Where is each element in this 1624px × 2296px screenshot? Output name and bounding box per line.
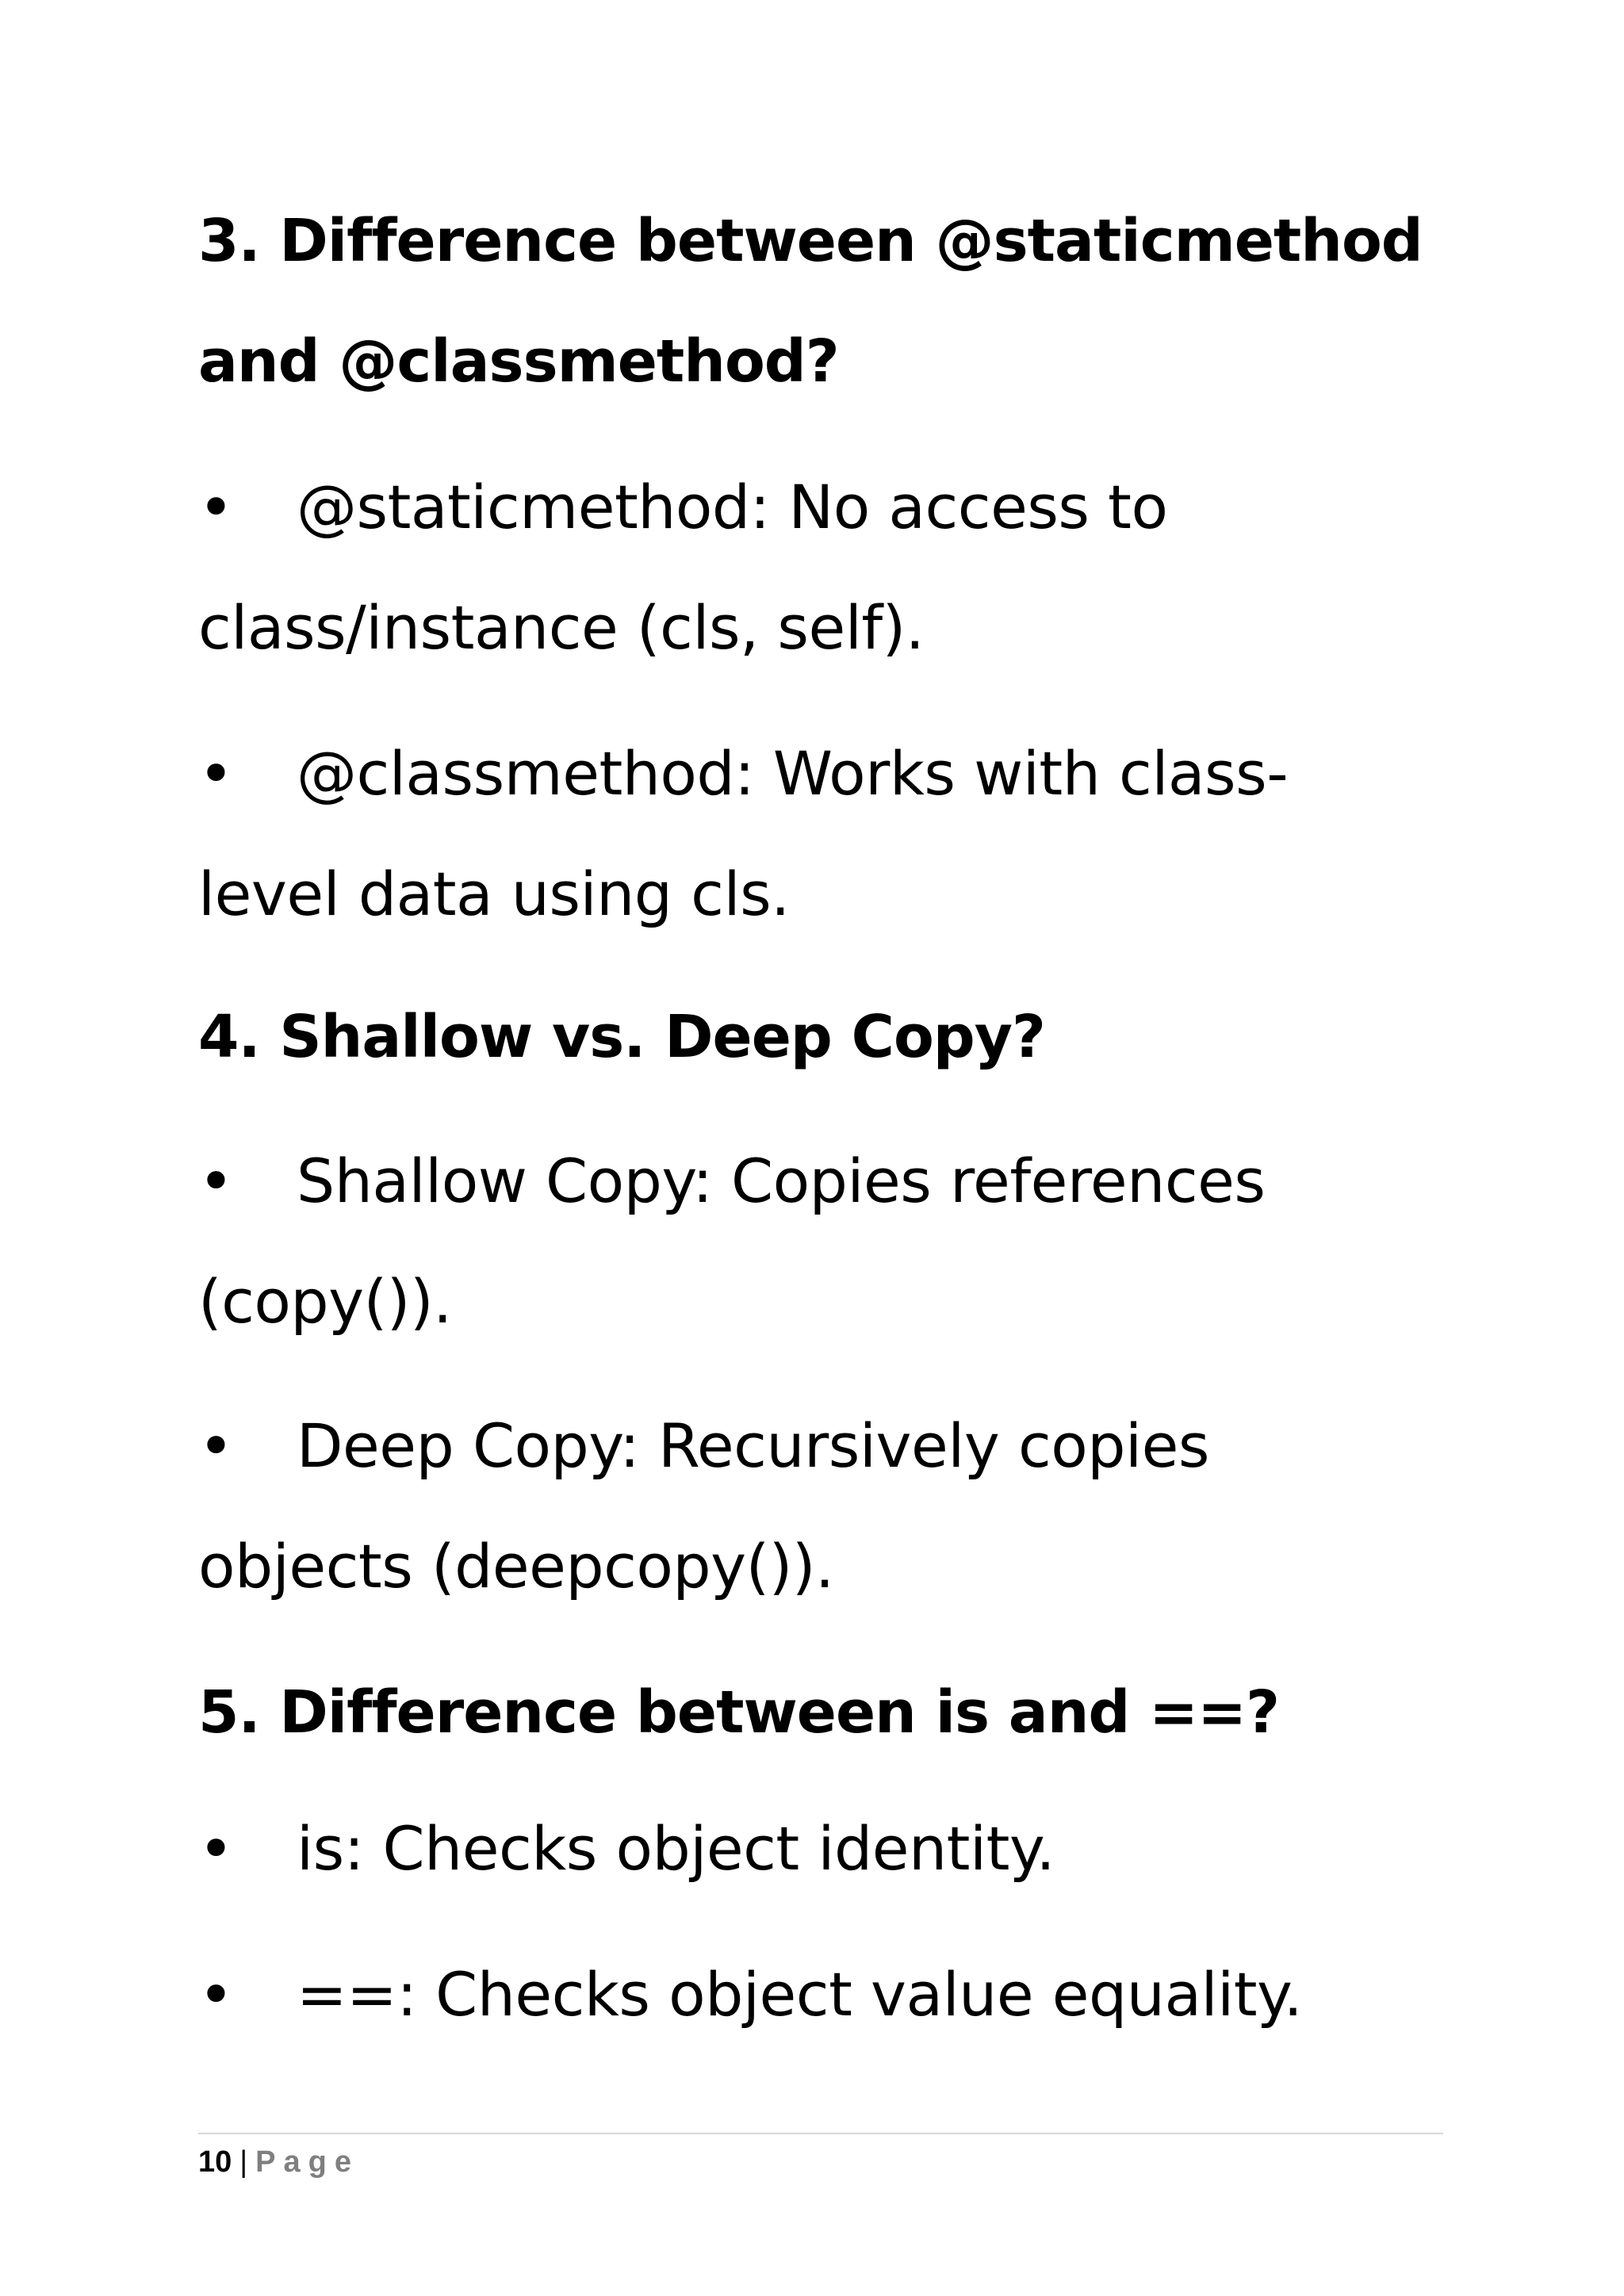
page-number: 10 bbox=[198, 2145, 232, 2179]
footer-divider bbox=[198, 2133, 1443, 2134]
section-3-bullet-1-line-2: class/instance (cls, self). bbox=[198, 592, 925, 663]
bullet-text: @staticmethod: No access to bbox=[297, 472, 1168, 542]
section-3-bullet-2-line-2: level data using cls. bbox=[198, 859, 790, 929]
bullet-dot-icon: • bbox=[198, 738, 234, 809]
bullet-dot-icon: • bbox=[198, 472, 234, 542]
section-4-bullet-2-line-1 bbox=[198, 1386, 1443, 1506]
section-4-bullet-1-line-2: (copy()). bbox=[198, 1266, 452, 1337]
bullet-text: is: Checks object identity. bbox=[297, 1813, 1055, 1884]
page-label: Page bbox=[255, 2145, 359, 2179]
bullet-text: ==: Checks object value equality. bbox=[297, 1959, 1303, 2030]
bullet-dot-icon: • bbox=[198, 1959, 234, 2030]
bullet-text: Shallow Copy: Copies references bbox=[297, 1146, 1266, 1216]
bullet-text: @classmethod: Works with class- bbox=[297, 738, 1289, 809]
section-3-bullet-1-line-1 bbox=[198, 447, 1443, 568]
section-5-bullet-2 bbox=[198, 1934, 1443, 2055]
bullet-dot-icon: • bbox=[198, 1410, 234, 1481]
footer-separator: | bbox=[239, 2145, 248, 2179]
section-4-bullet-1-line-1 bbox=[198, 1121, 1443, 1242]
section-3-heading-line-2: and @classmethod? bbox=[198, 327, 839, 396]
section-5-bullet-1 bbox=[198, 1789, 1443, 1909]
bullet-dot-icon: • bbox=[198, 1813, 234, 1884]
section-4-heading: 4. Shallow vs. Deep Copy? bbox=[198, 1003, 1045, 1071]
bullet-text: Deep Copy: Recursively copies bbox=[297, 1410, 1209, 1481]
section-3-bullet-2-line-1 bbox=[198, 714, 1443, 834]
bullet-dot-icon: • bbox=[198, 1146, 234, 1216]
document-page bbox=[198, 0, 1443, 2296]
section-4-bullet-2-line-2: objects (deepcopy()). bbox=[198, 1531, 834, 1601]
page-footer bbox=[198, 2142, 359, 2182]
section-3-heading-line-1: 3. Difference between @staticmethod bbox=[198, 207, 1423, 275]
section-5-heading: 5. Difference between is and ==? bbox=[198, 1678, 1280, 1747]
